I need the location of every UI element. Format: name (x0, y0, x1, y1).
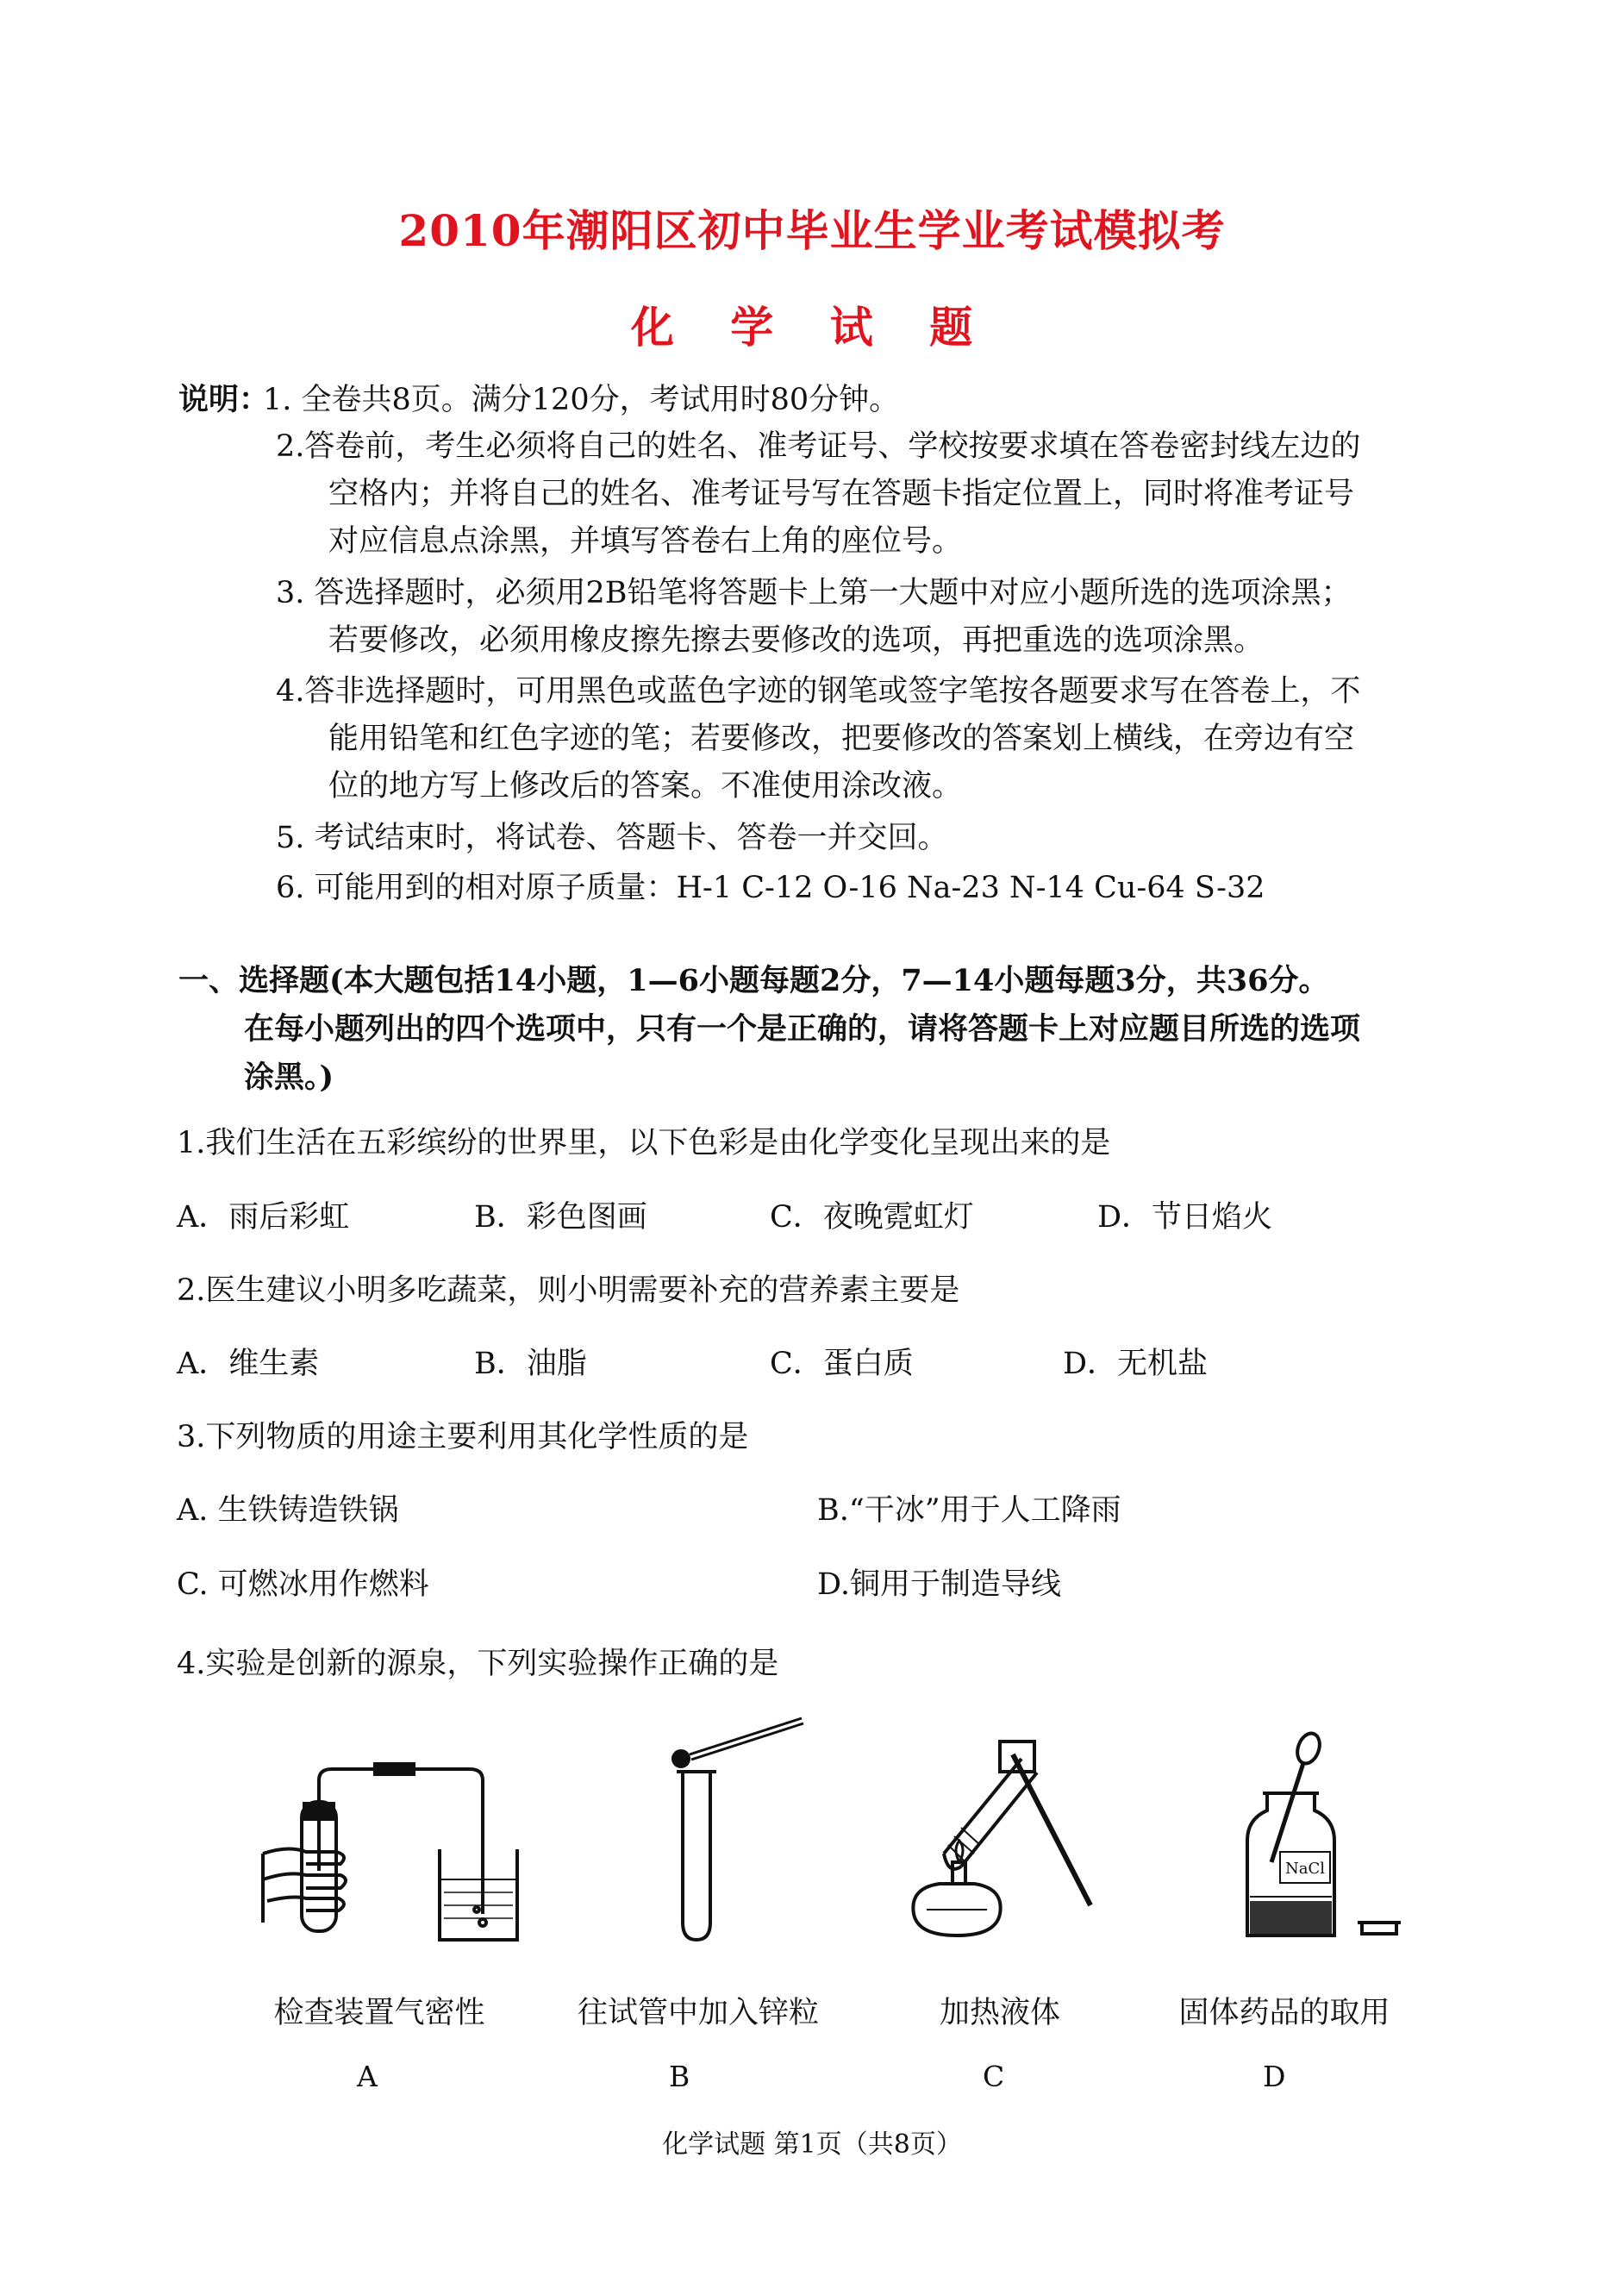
question-stem: 1.我们生活在五彩缤纷的世界里，以下色彩是由化学变化呈现出来的是 (177, 1126, 1111, 1160)
instruction-item: 1. 全卷共8页。满分120分，考试用时80分钟。 (263, 383, 900, 417)
option: B．彩色图画 (474, 1200, 647, 1235)
test-tube-with-tweezers-icon (655, 1711, 819, 1948)
nacl-label: NaCl (1284, 1860, 1326, 1878)
option: D.铜用于制造导线 (817, 1567, 1061, 1602)
question-stem: 2.医生建议小明多吃蔬菜，则小明需要补充的营养素主要是 (177, 1273, 960, 1308)
option: C．夜晚霓虹灯 (770, 1200, 974, 1235)
figure-letter: A (357, 2060, 378, 2093)
question-stem: 4.实验是创新的源泉，下列实验操作正确的是 (177, 1647, 779, 1681)
section-heading: 在每小题列出的四个选项中，只有一个是正确的，请将答题卡上对应题目所选的选项 (244, 1011, 1361, 1047)
instruction-item: 6. 可能用到的相对原子质量：H-1 C-12 O-16 Na-23 N-14 Cu-64 S-32 (276, 871, 1265, 905)
option: D．无机盐 (1063, 1347, 1209, 1381)
question-stem: 3.下列物质的用途主要利用其化学性质的是 (177, 1420, 749, 1454)
instructions-label: 说明： (178, 382, 270, 417)
option: A．维生素 (177, 1347, 320, 1381)
section-heading: 一、选择题(本大题包括14小题，1—6小题每题2分，7—14小题每题3分，共36分。 (178, 963, 1329, 998)
instruction-item: 2.答卷前，考生必须将自己的姓名、准考证号、学校按要求填在答卷密封线左边的 (276, 429, 1361, 464)
instruction-item: 4.答非选择题时，可用黑色或蓝色字迹的钢笔或签字笔按各题要求写在答卷上，不 (276, 674, 1361, 709)
option: C. 可燃冰用作燃料 (177, 1567, 429, 1602)
figure-letter: B (669, 2060, 690, 2093)
figure-caption: 固体药品的取用 (1178, 1996, 1390, 2030)
nacl-jar-and-spoon-icon (1233, 1724, 1440, 1948)
option: B．油脂 (474, 1347, 587, 1381)
option: D．节日焰火 (1097, 1200, 1273, 1235)
option: B.“干冰”用于人工降雨 (817, 1493, 1121, 1528)
figure-caption: 检查装置气密性 (273, 1996, 485, 2030)
figure-letter: C (983, 2060, 1005, 2093)
figure-letter: D (1263, 2060, 1286, 2093)
instruction-item: 若要修改，必须用橡皮擦先擦去要修改的选项，再把重选的选项涂黑。 (328, 623, 1265, 658)
instruction-item: 位的地方写上修改后的答案。不准使用涂改液。 (328, 769, 963, 804)
instruction-item: 能用铅笔和红色字迹的笔；若要修改，把要修改的答案划上横线，在旁边有空 (328, 722, 1355, 756)
instruction-item: 空格内；并将自己的姓名、准考证号写在答题卡指定位置上，同时将准考证号 (328, 477, 1355, 511)
figure-caption: 往试管中加入锌粒 (577, 1996, 819, 2030)
option: A. 生铁铸造铁锅 (177, 1493, 399, 1528)
instruction-item: 5. 考试结束时，将试卷、答题卡、答卷一并交回。 (276, 821, 948, 855)
option: A．雨后彩虹 (177, 1200, 350, 1235)
page-footer: 化学试题 第1页（共8页） (662, 2129, 962, 2160)
exam-subtitle: 化 学 试 题 (630, 302, 994, 353)
instruction-item: 3. 答选择题时，必须用2B铅笔将答题卡上第一大题中对应小题所选的选项涂黑； (276, 576, 1352, 610)
figure-caption: 加热液体 (939, 1996, 1060, 2030)
heating-liquid-over-burner-icon (892, 1733, 1134, 1948)
exam-title: 2010年潮阳区初中毕业生学业考试模拟考 (398, 205, 1226, 256)
instruction-item: 对应信息点涂黑，并填写答卷右上角的座位号。 (328, 524, 963, 559)
airtightness-check-apparatus-icon (254, 1750, 530, 1948)
option: C．蛋白质 (770, 1347, 914, 1381)
section-heading: 涂黑。) (244, 1060, 334, 1095)
